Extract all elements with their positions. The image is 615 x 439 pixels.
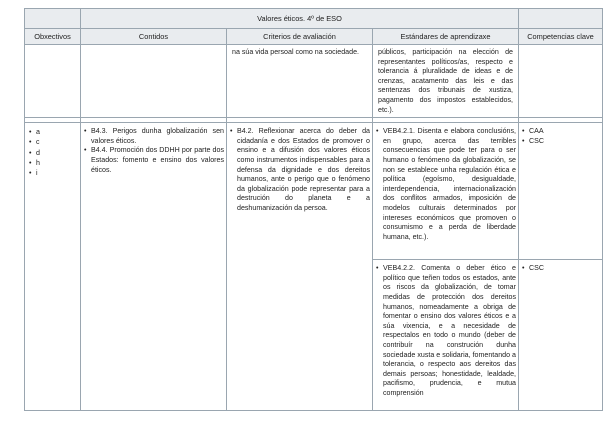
- criterio-list: [227, 123, 372, 213]
- cell-estandar-2: [373, 260, 519, 411]
- column-header-competencias: Competencias clave: [519, 29, 603, 45]
- list-item-obxectivo: • h: [36, 158, 78, 168]
- cell-estandar-1: [373, 123, 519, 260]
- column-header-contidos: Contidos: [81, 29, 227, 45]
- curriculum-table: [24, 8, 603, 411]
- competencias-2-list: [519, 260, 602, 274]
- column-header-criterios: Criterios de avaliación: [227, 29, 373, 45]
- list-item-obxectivo: • d: [36, 148, 78, 158]
- table-title-row: [25, 9, 603, 29]
- list-item-contido: • B4.3. Perigos dunha globalización sen valores éticos.: [91, 127, 224, 146]
- cell-contidos-empty: [81, 45, 227, 118]
- list-item-competencia: • CSC: [529, 264, 600, 274]
- list-item-contido: • B4.4. Promoción dos DDHH por parte dos Estados: fomento e ensino dos valores éticos.: [91, 146, 224, 175]
- cell-criterio: [227, 123, 373, 411]
- table-row-main: [25, 123, 603, 260]
- table-title: Valores éticos. 4º de ESO: [81, 9, 519, 29]
- estandar-2-list: [373, 260, 518, 398]
- column-header-row: [25, 29, 603, 45]
- list-item-competencia: • CSC: [529, 137, 600, 147]
- cell-competencias-2: [519, 260, 603, 411]
- criterio-continuation-text: na súa vida persoal como na sociedade.: [232, 48, 359, 56]
- column-header-estandares: Estándares de aprendizaxe: [373, 29, 519, 45]
- cell-obxectivos: [25, 123, 81, 411]
- competencias-1-list: [519, 123, 602, 146]
- cell-obxectivos-empty: [25, 45, 81, 118]
- list-item-obxectivo: • i: [36, 168, 78, 178]
- list-item-obxectivo: • c: [36, 137, 78, 147]
- header-blank-cell: [519, 9, 603, 29]
- obxectivos-list: [25, 123, 80, 178]
- list-item-competencia: • CAA: [529, 127, 600, 137]
- list-item-estandar: • VEB4.2.1. Disenta e elabora conclusións, en grupo, acerca das terribles consecuencias que pode ter para o ser humano o fenómeno da globalización, se non se establece unha regulación ética e política (egoísmo, desigualdade, interdependencia, internacionalización dos conflitos armados, imposición de modelos culturais determinados por intereses económicos que promoven o consumismo e a perda de liberdade humana, etc.).: [383, 127, 516, 242]
- contidos-list: [81, 123, 226, 175]
- cell-criterio-continuation: [227, 45, 373, 118]
- cell-estandar-continuation: [373, 45, 519, 118]
- list-item-criterio: • B4.2. Reflexionar acerca do deber da cidadanía e dos Estados de promover o ensino e a difusión dos valores éticos como instrumentos indispensables para a defensa da dignidade e dos dereitos humanos, ante o perigo que o fenómeno da globalización pode representar para a destrución do planeta e a deshumanización da persoa.: [237, 127, 370, 213]
- list-item-estandar: • VEB4.2.2. Comenta o deber ético e político que teñen todos os estados, ante os riscos da globalización, de tomar medidas de protección dos dereitos humanos, nomeadamente a obriga de fomentar o ensino dos valores éticos e a súa vixencia, e a necesidade de respectalos en todo o mundo (deber de contribuír na construción dunha sociedade xusta e solidaria, fomentando a tolerancia, o respecto aos dereitos das demais persoas; honestidade, lealdade, pacifismo, prudencia, e mutua comprensión: [383, 264, 516, 398]
- list-item-obxectivo: • a: [36, 127, 78, 137]
- cell-competencias-1: [519, 123, 603, 260]
- estandar-1-list: [373, 123, 518, 242]
- table-row-continuation: [25, 45, 603, 118]
- cell-competencias-empty: [519, 45, 603, 118]
- header-blank-cell: [25, 9, 81, 29]
- cell-contidos: [81, 123, 227, 411]
- column-header-obxectivos: Obxectivos: [25, 29, 81, 45]
- estandar-continuation-text: públicos, participación na elección de representantes políticos/as, respecto e tolerancia á pluralidade de ideas e de crenzas, acatamento das leis e das sentenzas dos tribunais de xustiza, pagamento dos impostos establecidos, etc.).: [378, 48, 513, 114]
